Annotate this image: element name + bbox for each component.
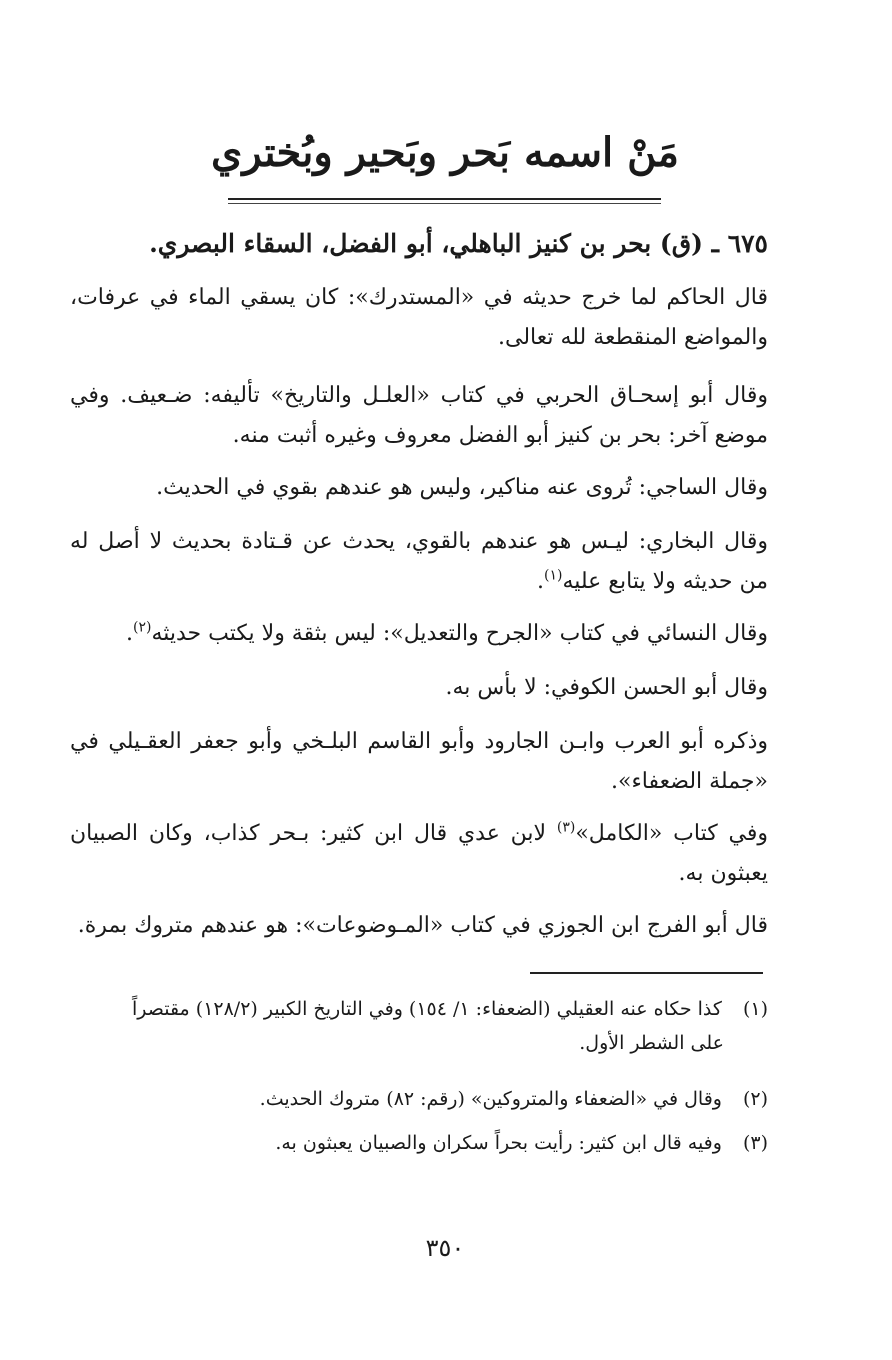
footnote-2 [70,1082,768,1116]
paragraph-kamil [70,814,768,894]
footnote-continuation: على الشطر الأول. [579,1032,724,1054]
paragraph-bukhari-text: وقال البخاري: ليـس هو عندهم بالقوي، يحدث عن قـتادة بحديث لا أصل له من حديثه ولا يتابع عليه [70,529,768,594]
footnote-number: (٣) [742,1132,768,1154]
paragraph-kamil-b: لابن عدي قال ابن كثير: بـحر كذاب، وكان الصبيان يعبثون به. [70,821,768,886]
footnote-3 [70,1126,768,1160]
paragraph-bukhari [70,522,768,602]
footnote-number: (١) [742,998,768,1020]
title-rule-thick [228,198,661,200]
footnote-number: (٢) [742,1088,768,1110]
paragraph-kufi: وقال أبو الحسن الكوفي: لا بأس به. [445,675,768,700]
footnote-text: كذا حكاه عنه العقيلي (الضعفاء: ١/ ١٥٤) وفي التاريخ الكبير (١٢٨/٢) مقتصراً [131,998,722,1020]
paragraph-saji: وقال الساجي: تُروى عنه مناكير، وليس هو عندهم بقوي في الحديث. [156,475,768,500]
paragraph-nasai [70,614,768,654]
paragraph-kamil-a: وفي كتاب «الكامل» [575,821,768,846]
footnote-1 [70,992,768,1060]
entry-heading: ٦٧٥ ـ (ق) بحر بن كنيز الباهلي، أبو الفضل، السقاء البصري. [149,229,768,258]
footnote-ref-1: (١) [544,567,563,584]
paragraph-hakim: قال الحاكم لما خرج حديثه في «المستدرك»: كان يسقي الماء في عرفات، والمواضع المنقطعة لله تعالى. [70,285,768,350]
paragraph-nasai-end: . [125,621,133,646]
paragraph-nasai-text: وقال النسائي في كتاب «الجرح والتعديل»: ليس بثقة ولا يكتب حديثه [151,621,768,646]
footnote-ref-3: (٣) [556,819,576,836]
paragraph-bukhari-end: . [537,569,544,594]
footnote-rule [530,972,763,974]
paragraph-jawzi: قال أبو الفرج ابن الجوزي في كتاب «المـوضوعات»: هو عندهم متروك بمرة. [77,913,768,938]
chapter-title: مَنْ اسمه بَحر وبَحير وبُختري [211,129,679,176]
paragraph-dhuafa: وذكره أبو العرب وابـن الجارود وأبو القاسم البلـخي وأبو جعفر العقـيلي في «جملة الضعفاء». [70,729,768,794]
paragraph-harbi: وقال أبو إسحـاق الحربي في كتاب «العلـل والتاريخ» تأليفه: ضـعيف. وفي موضع آخر: بحر بن كنيز أبو الفضل معروف وغيره أثبت منه. [70,383,768,448]
footnote-ref-2: (٢) [132,619,152,636]
footnote-text: وقال في «الضعفاء والمتروكين» (رقم: ٨٢) متروك الحديث. [259,1088,722,1110]
footnote-text: وفيه قال ابن كثير: رأيت بحراً سكران والصبيان يعبثون به. [275,1132,722,1154]
page-number: ٣٥٠ [425,1234,465,1262]
title-rule-thin [228,203,661,204]
